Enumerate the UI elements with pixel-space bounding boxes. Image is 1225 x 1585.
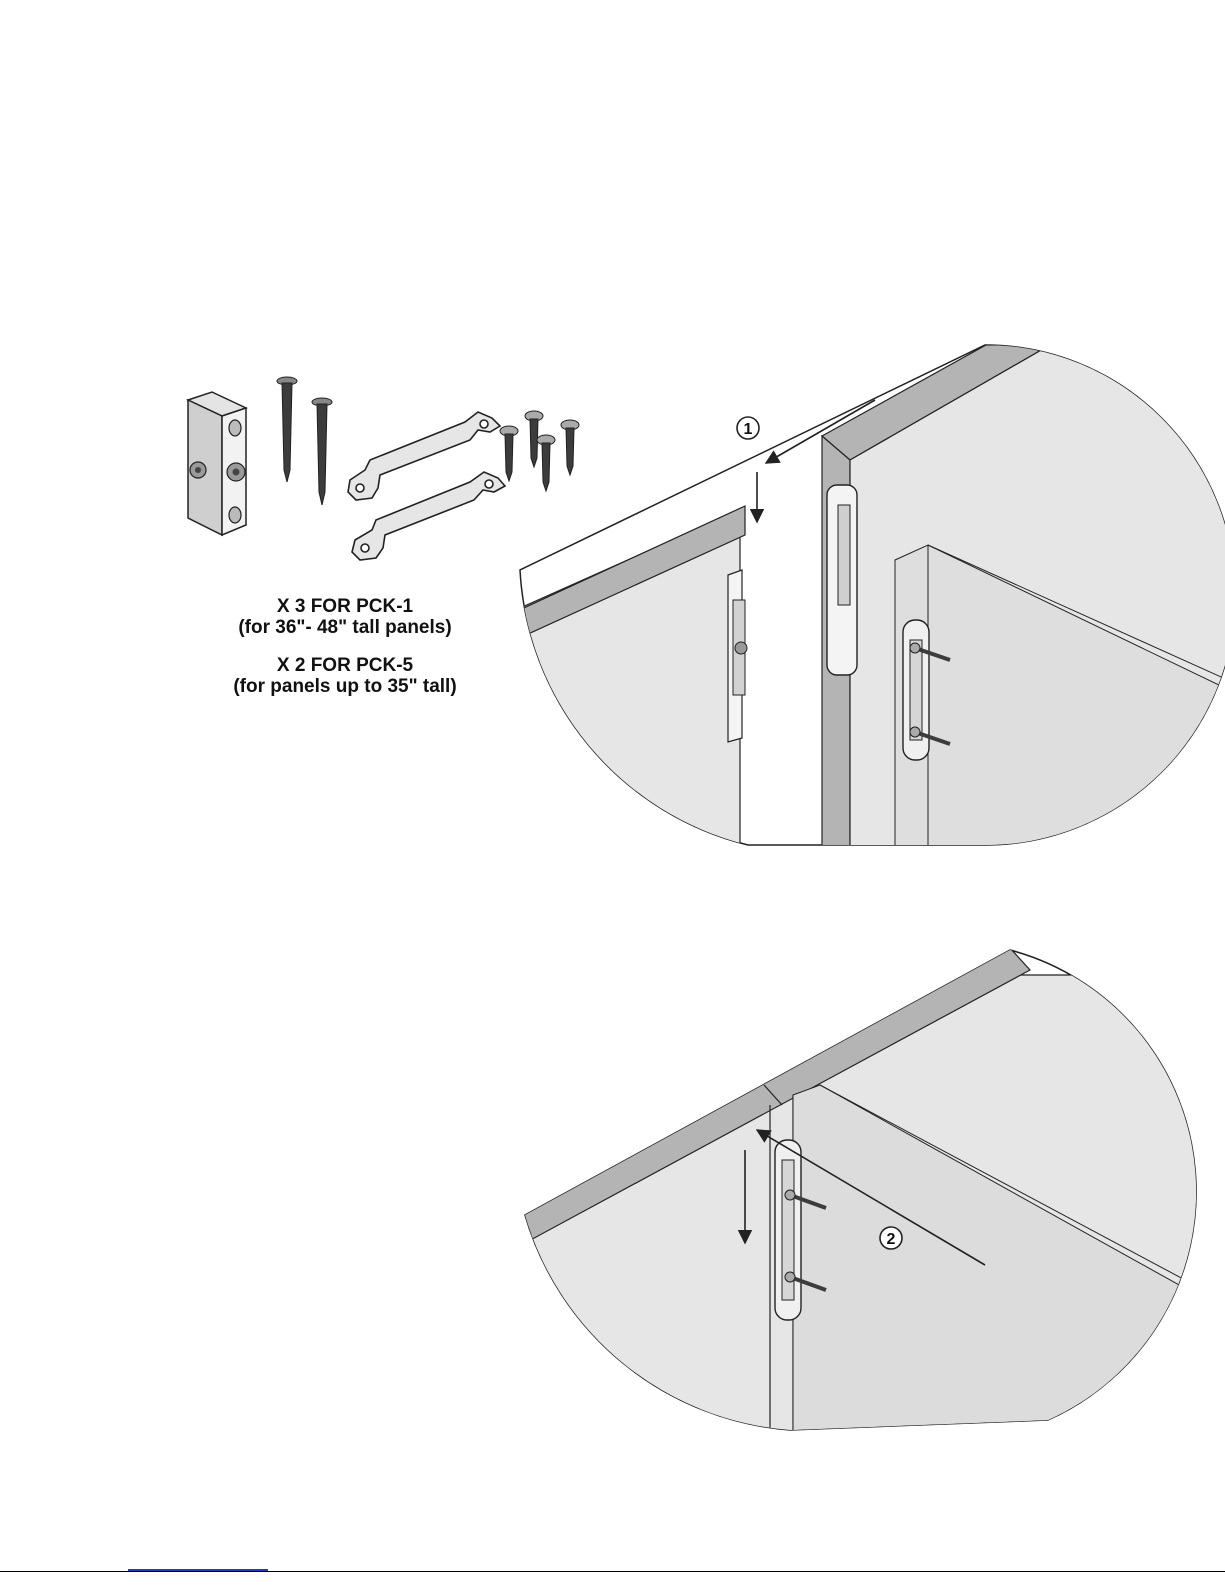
connector-block-icon [188, 392, 246, 535]
step-2-label: 2 [886, 1231, 896, 1248]
footer-rule [0, 1571, 1225, 1572]
bracket-icon [348, 412, 505, 560]
caption-pck5 [180, 655, 510, 697]
caption-pck5-qty: X 2 FOR PCK-5 [276, 655, 414, 676]
parts-kit [188, 377, 579, 560]
footer-link-underline[interactable] [128, 1569, 268, 1571]
caption-pck1 [180, 596, 510, 638]
caption-pck5-range: (for panels up to 35" tall) [233, 676, 457, 697]
caption-pck1-qty: X 3 FOR PCK-1 [276, 596, 414, 617]
step-1-label: 1 [743, 421, 753, 438]
detail-step-2 [520, 948, 1225, 1440]
long-screw-icon [277, 377, 332, 505]
short-screw-icon [500, 411, 579, 491]
detail-step-1 [515, 230, 1225, 860]
caption-pck1-range: (for 36"- 48" tall panels) [238, 617, 452, 638]
